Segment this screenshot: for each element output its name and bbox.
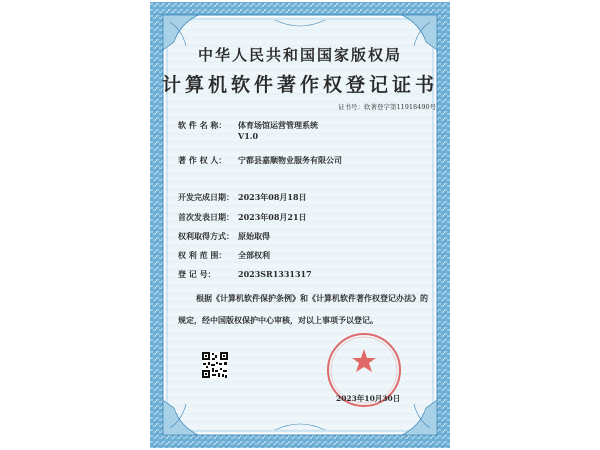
issuer-title: 中华人民共和国国家版权局 [197,46,402,64]
certificate-number-label: 证书号： [338,103,364,111]
field-value-version: V1.0 [238,131,259,141]
certificate-number-value: 软著登字第11918490号 [364,103,437,111]
field-label-completion-date: 开发完成日期： [178,192,234,202]
field-label-registration-number: 登 记 号： [178,269,216,279]
qr-code [202,352,228,378]
field-value-software-name: 体育场馆运营管理系统 [238,120,318,130]
field-label-acquisition-method: 权利取得方式： [178,231,234,241]
field-label-rights-scope: 权 利 范 围： [178,250,227,260]
certificate-title: 计算机软件著作权登记证书 [161,74,438,96]
field-value-publication-date: 2023年08月21日 [238,212,307,222]
field-value-registration-number: 2023SR1331317 [238,269,312,279]
field-value-copyright-owner: 宁都县嘉顺物业服务有限公司 [238,155,342,165]
statement-line-2: 规定，经中国版权保护中心审核，对以上事项予以登记。 [178,315,378,325]
certificate-number [338,102,436,111]
field-label-software-name: 软 件 名 称： [178,120,227,130]
field-value-completion-date: 2023年08月18日 [238,192,307,202]
field-value-acquisition-method: 原始取得 [238,231,270,241]
issue-date: 2023年10月30日 [336,394,401,403]
field-label-publication-date: 首次发表日期： [178,212,234,222]
certificate-border [150,2,450,448]
statement-line-1: 根据《计算机软件保护条例》和《计算机软件著作权登记办法》的 [196,293,428,303]
field-value-rights-scope: 全部权利 [238,250,270,260]
certificate [150,2,450,448]
field-label-copyright-owner: 著 作 权 人： [178,155,227,165]
